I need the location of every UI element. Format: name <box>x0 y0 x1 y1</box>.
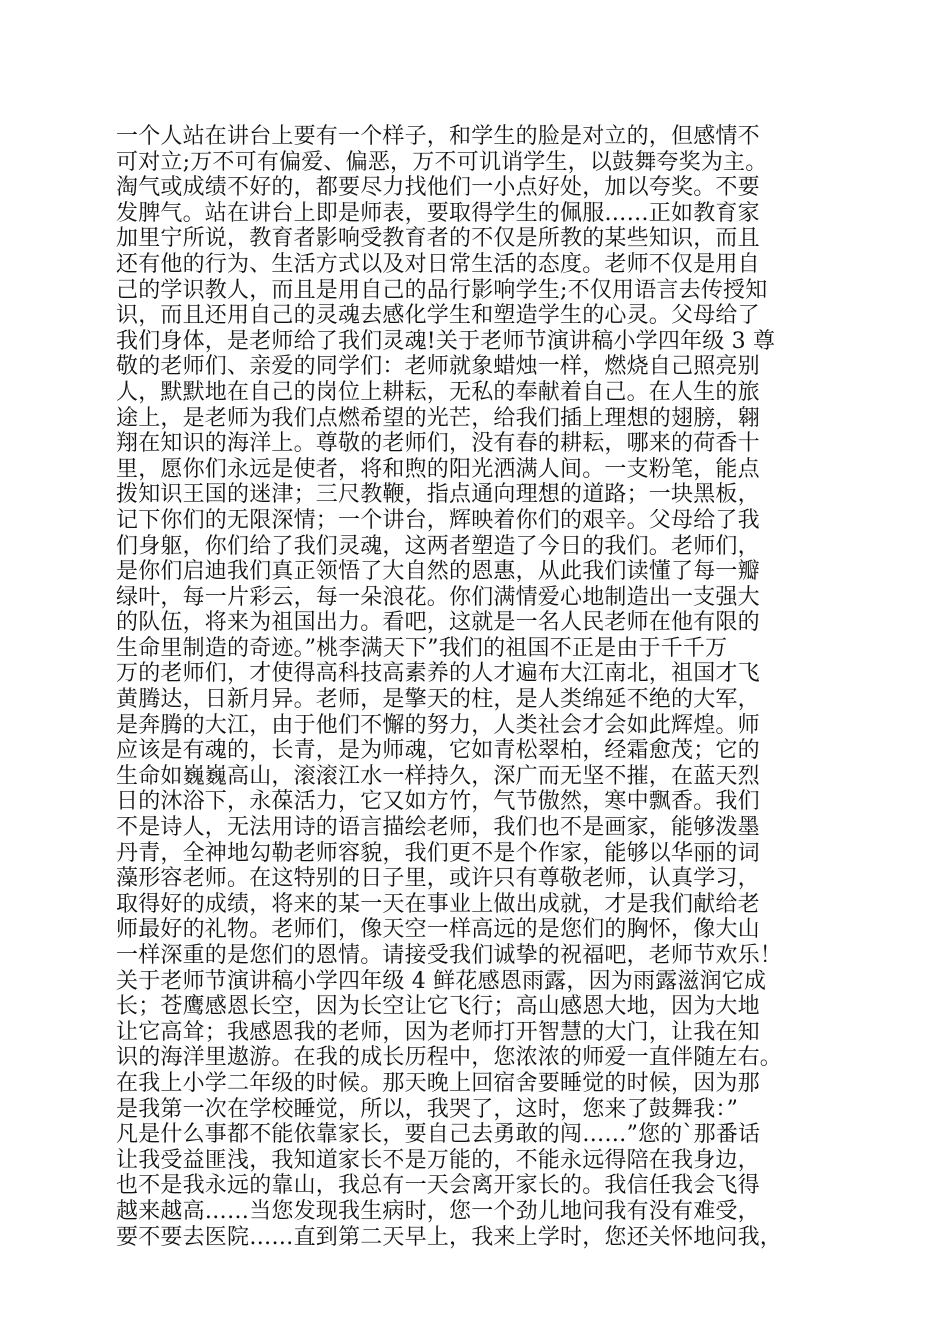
text-line: 们身躯，你们给了我们灵魂，这两者塑造了今日的我们。老师们， <box>116 533 760 559</box>
text-line: 关于老师节演讲稿小学四年级 4 鲜花感恩雨露，因为雨露滋润它成 <box>116 968 767 994</box>
text-line: 生命里制造的奇迹。”桃李满天下”我们的祖国不正是由于千千万 <box>116 635 728 661</box>
text-line: 应该是有魂的，长青，是为师魂，它如青松翠柏，经霜愈茂；它的 <box>116 738 760 764</box>
text-line: 取得好的成绩，将来的某一天在事业上做出成就，才是我们献给老 <box>116 891 760 917</box>
text-line: 可对立;万不可有偏爱、偏恶，万不可讥诮学生，以鼓舞夸奖为主。 <box>116 149 768 175</box>
text-line: 也不是我永远的靠山，我总有一天会离开家长的。我信任我会飞得 <box>116 1173 760 1199</box>
text-line: 加里宁所说，教育者影响受教育者的不仅是所教的某些知识，而且 <box>116 226 760 252</box>
text-line: 拨知识王国的迷津；三尺教鞭，指点通向理想的道路；一块黑板， <box>116 482 760 508</box>
text-line: 凡是什么事都不能依靠家长，要自己去勇敢的闯……”您的`那番话 <box>116 1122 761 1148</box>
text-line: 是你们启迪我们真正领悟了大自然的恩惠，从此我们读懂了每一瓣 <box>116 559 760 585</box>
text-line: 万的老师们，才使得高科技高素养的人才遍布大江南北，祖国才飞 <box>116 661 760 687</box>
text-line: 在我上小学二年级的时候。那天晚上回宿舍要睡觉的时候，因为那 <box>116 1070 760 1096</box>
text-line: 敬的老师们、亲爱的同学们：老师就象蜡烛一样，燃烧自己照亮别 <box>116 354 760 380</box>
text-line: 里，愿你们永远是使者，将和煦的阳光洒满人间。一支粉笔，能点 <box>116 456 760 482</box>
text-line: 的队伍，将来为祖国出力。看吧，这就是一名人民老师在他有限的 <box>116 610 760 636</box>
text-line: 是我第一次在学校睡觉，所以，我哭了，这时，您来了鼓舞我：” <box>116 1096 739 1122</box>
text-line: 一个人站在讲台上要有一个样子，和学生的脸是对立的，但感情不 <box>116 124 760 149</box>
text-line: 越来越高……当您发现我生病时，您一个劲儿地问我有没有难受， <box>116 1198 760 1224</box>
text-line: 翔在知识的海洋上。尊敬的老师们，没有春的耕耘，哪来的荷香十 <box>116 431 760 457</box>
text-line: 途上，是老师为我们点燃希望的光芒，给我们插上理想的翅膀，翱 <box>116 405 760 431</box>
body-text <box>116 124 836 1250</box>
text-line: 让它高耸；我感恩我的老师，因为老师打开智慧的大门，让我在知 <box>116 1019 760 1045</box>
text-line: 是奔腾的大江，由于他们不懈的努力，人类社会才会如此辉煌。师 <box>116 712 760 738</box>
text-line: 生命如巍巍高山，滚滚江水一样持久，深广而无坚不摧，在蓝天烈 <box>116 763 760 789</box>
text-line: 黄腾达，日新月异。老师，是擎天的柱，是人类绵延不绝的大军， <box>116 687 760 713</box>
text-line: 丹青，全神地勾勒老师容貌，我们更不是个作家，能够以华丽的词 <box>116 840 760 866</box>
text-line: 不是诗人，无法用诗的语言描绘老师，我们也不是画家，能够泼墨 <box>116 815 760 841</box>
text-line: 师最好的礼物。老师们，像天空一样高远的是您们的胸怀，像大山 <box>116 917 760 943</box>
text-line: 绿叶，每一片彩云，每一朵浪花。你们满情爱心地制造出一支强大 <box>116 584 760 610</box>
text-line: 一样深重的是您们的恩情。请接受我们诚挚的祝福吧，老师节欢乐！ <box>116 943 783 968</box>
text-line: 藻形容老师。在这特别的日子里，或许只有尊敬老师，认真学习， <box>116 866 760 892</box>
text-line: 识的海洋里遨游。在我的成长历程中，您浓浓的师爱一直伴随左右。 <box>116 1045 783 1071</box>
text-line: 人，默默地在自己的岗位上耕耘，无私的奉献着自己。在人生的旅 <box>116 379 760 405</box>
text-line: 记下你们的无限深情；一个讲台，辉映着你们的艰辛。父母给了我 <box>116 507 760 533</box>
text-line: 己的学识教人，而且是用自己的品行影响学生;不仅用语言去传授知 <box>116 277 768 303</box>
text-line: 我们身体，是老师给了我们灵魂!关于老师节演讲稿小学四年级 3 尊 <box>116 328 776 354</box>
text-line: 长；苍鹰感恩长空，因为长空让它飞行；高山感恩大地，因为大地 <box>116 994 760 1020</box>
text-line: 还有他的行为、生活方式以及对日常生活的态度。老师不仅是用自 <box>116 251 760 277</box>
text-line: 让我受益匪浅，我知道家长不是万能的，不能永远得陪在我身边， <box>116 1147 760 1173</box>
text-line: 要不要去医院……直到第二天早上，我来上学时，您还关怀地问我， <box>116 1224 783 1250</box>
text-line: 识，而且还用自己的灵魂去感化学生和塑造学生的心灵。父母给了 <box>116 303 760 329</box>
text-line: 发脾气。站在讲台上即是师表，要取得学生的佩服……正如教育家 <box>116 200 760 226</box>
text-line: 淘气或成绩不好的，都要尽力找他们一小点好处，加以夸奖。不要 <box>116 175 760 201</box>
text-line: 日的沐浴下，永葆活力，它又如方竹，气节傲然，寒中飘香。我们 <box>116 789 760 815</box>
